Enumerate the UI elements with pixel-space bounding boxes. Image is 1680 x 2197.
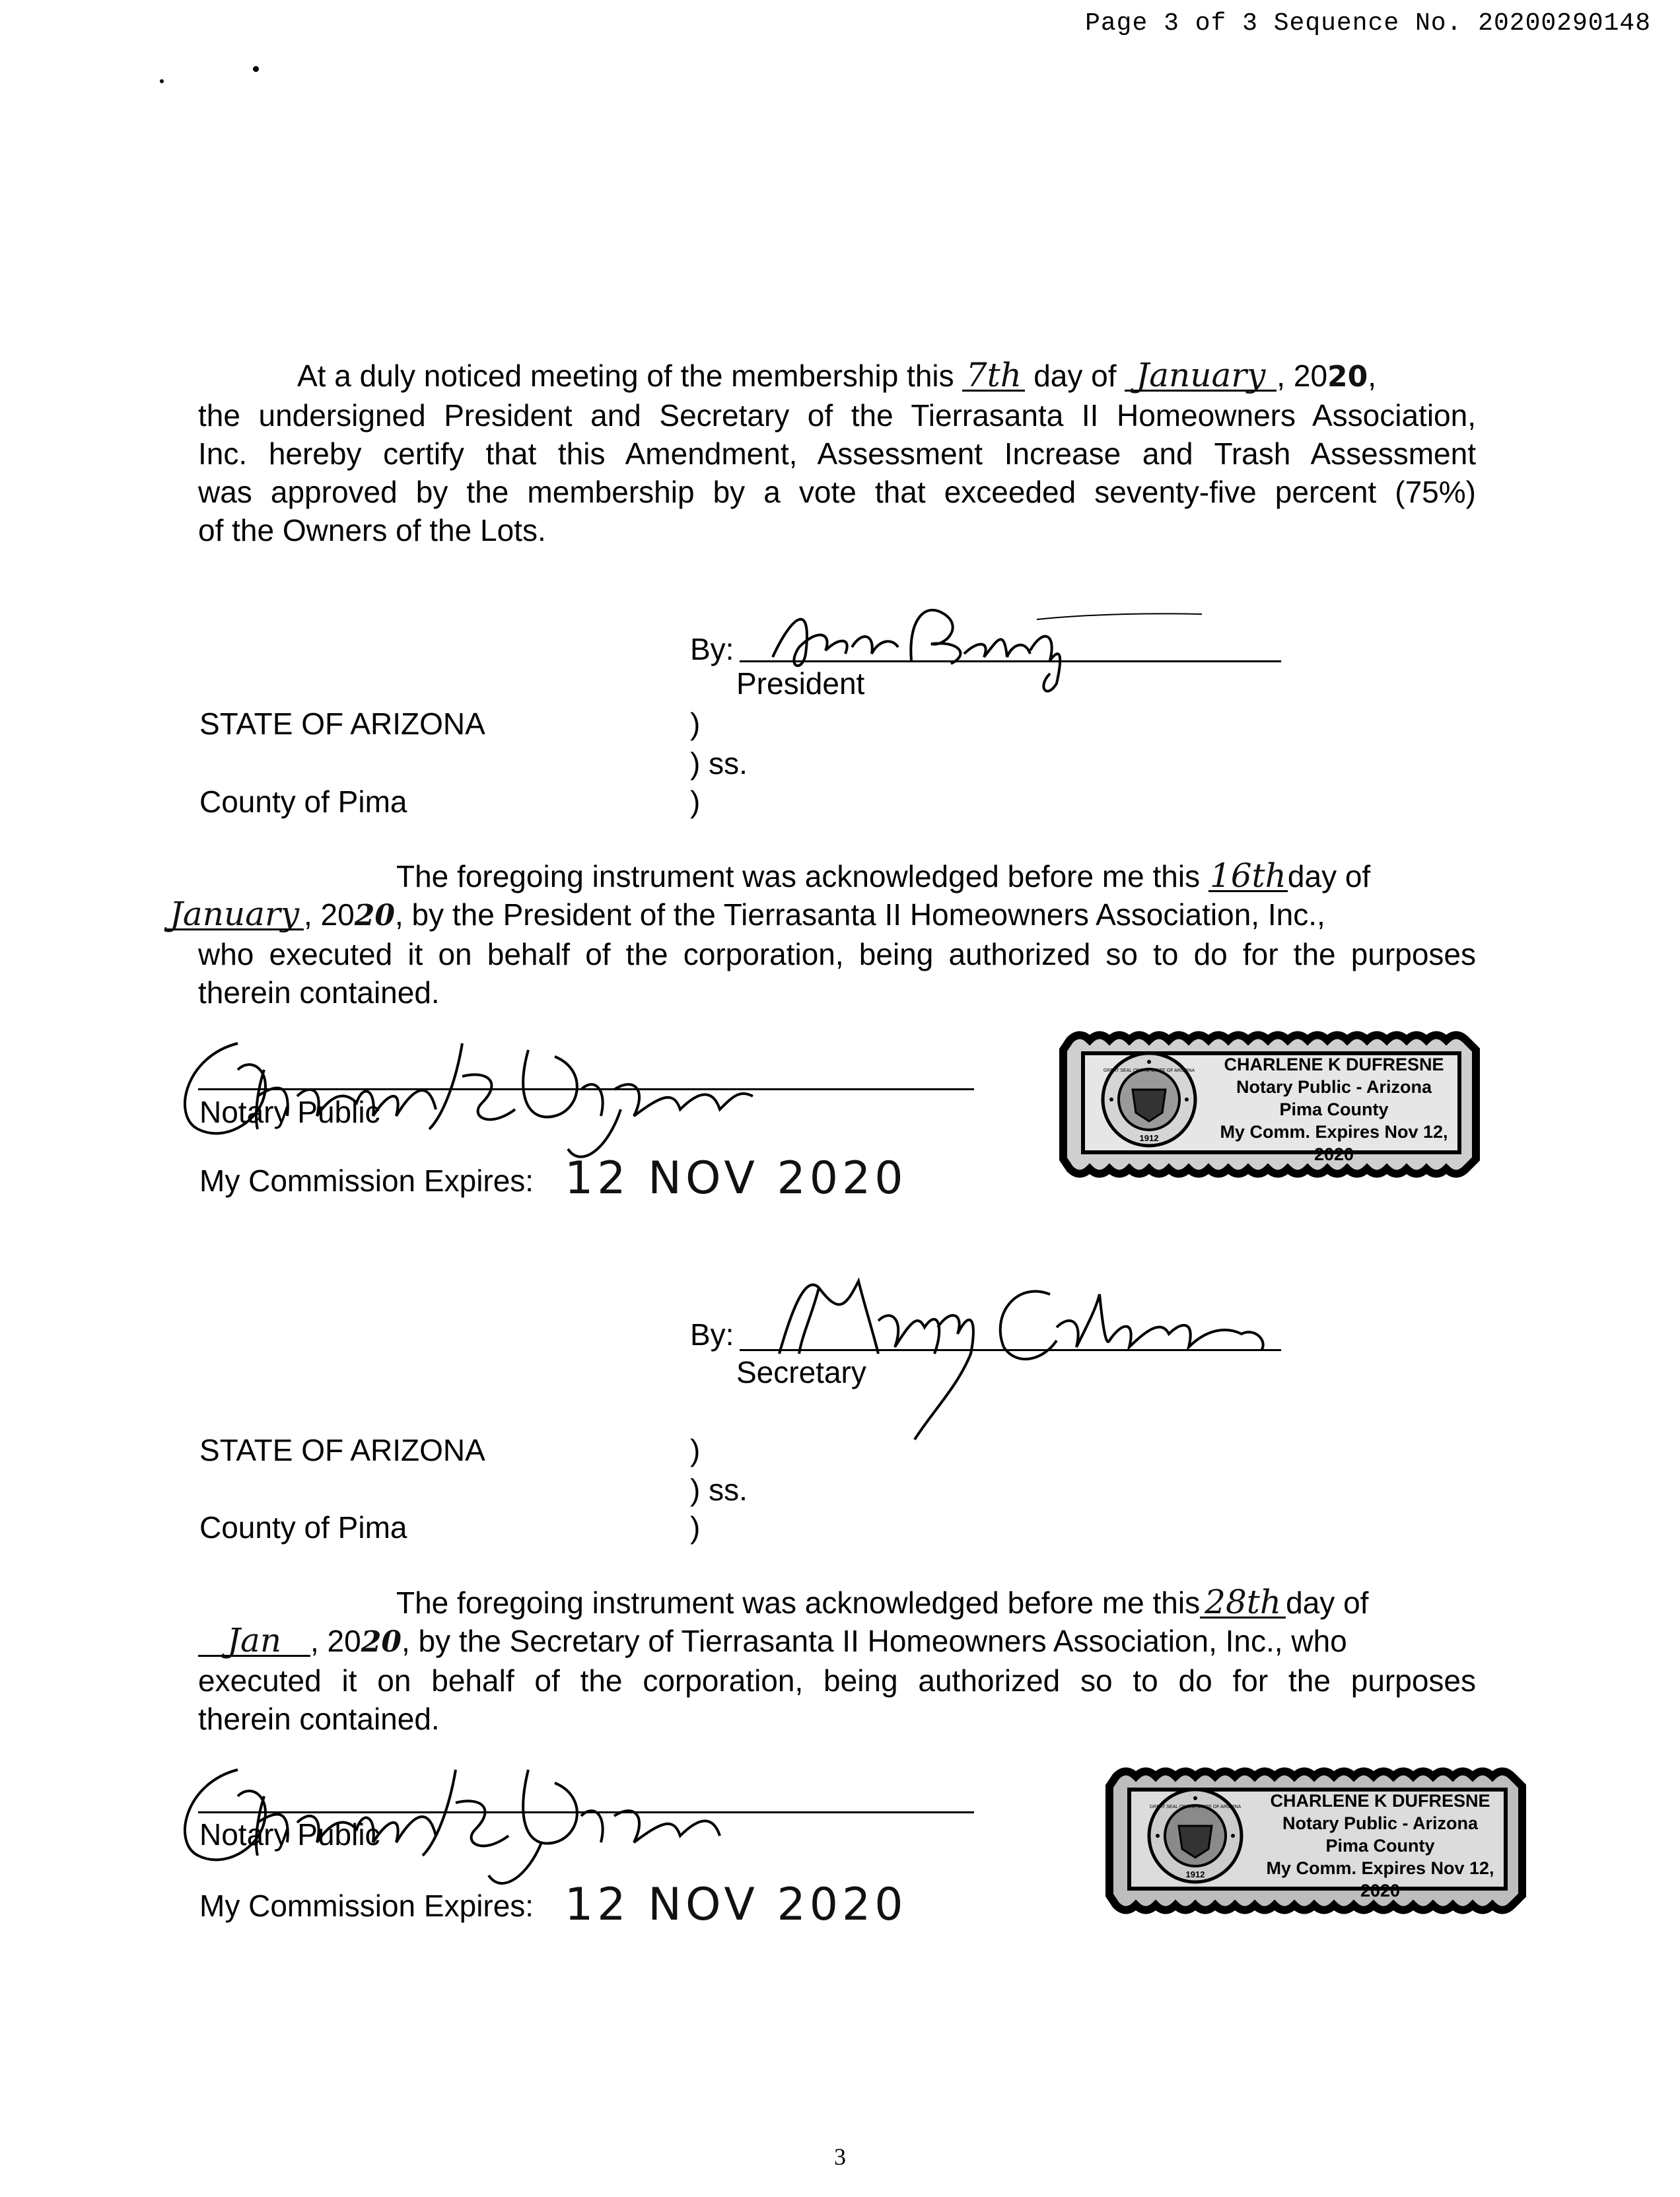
certification-line-2: the undersigned President and Secretary of the Tierrasanta II Homeowners Association, bbox=[198, 398, 1476, 433]
ack2-text: The foregoing instrument was acknowledged before me this bbox=[396, 1586, 1201, 1620]
ack1-line-3: who executed it on behalf of the corporation, being authorized so to do for the purposes bbox=[198, 937, 1476, 971]
ack2-text: , 20 bbox=[310, 1624, 361, 1658]
president-title: President bbox=[736, 666, 865, 701]
stamp-expires: My Comm. Expires Nov 12, 2020 bbox=[1266, 1858, 1494, 1901]
notary2-signature-line bbox=[198, 1811, 974, 1813]
venue2-paren-top: ) bbox=[690, 1433, 701, 1467]
venue2-paren-bottom: ) bbox=[690, 1510, 701, 1545]
ack2-text: , by the Secretary of Tierrasanta II Homeowners Association, Inc., who bbox=[401, 1624, 1347, 1658]
ack2-line-3: executed it on behalf of the corporation, being authorized so to do for the purposes bbox=[198, 1663, 1476, 1698]
ack1-day-handwritten: 16th bbox=[1208, 861, 1288, 892]
certification-line-1 bbox=[198, 357, 1476, 396]
ack1-year-handwritten: 20 bbox=[354, 899, 395, 932]
stamp-seal-year: 1912 bbox=[1185, 1869, 1205, 1879]
stamp-title: Notary Public - Arizona bbox=[1236, 1077, 1432, 1097]
certification-paragraph bbox=[198, 357, 1476, 549]
secretary-title: Secretary bbox=[736, 1355, 866, 1389]
cert-year-handwritten: 20 bbox=[1327, 360, 1368, 394]
ack1-text: , 20 bbox=[304, 897, 355, 932]
ack1-text: The foregoing instrument was acknowledged before me this bbox=[396, 859, 1201, 893]
stamp-expires: My Comm. Expires Nov 12, 2020 bbox=[1220, 1122, 1448, 1164]
stamp-seal-year: 1912 bbox=[1139, 1133, 1159, 1143]
stamp-county: Pima County bbox=[1325, 1836, 1435, 1856]
stamp-content bbox=[1100, 1047, 1456, 1164]
ack1-text: , by the President of the Tierrasanta II Homeowners Association, Inc., bbox=[394, 897, 1325, 932]
notary1-expires-handwritten: 12 NOV 2020 bbox=[565, 1152, 907, 1204]
stamp-county: Pima County bbox=[1279, 1099, 1389, 1119]
notary1-signature-line bbox=[198, 1088, 974, 1090]
ack1-line-4: therein contained. bbox=[198, 975, 440, 1010]
venue1-county: County of Pima bbox=[199, 785, 407, 819]
venue1-paren-top: ) bbox=[690, 707, 701, 741]
ack1-line-1 bbox=[198, 857, 1476, 895]
secretary-signature-line bbox=[740, 1349, 1281, 1351]
acknowledgment-2 bbox=[198, 1584, 1476, 1738]
stamp-seal-text: GREAT SEAL OF THE STATE OF ARIZONA bbox=[1103, 1068, 1195, 1073]
ack2-month-handwritten: Jan bbox=[198, 1626, 310, 1657]
notary2-expires-label: My Commission Expires: bbox=[199, 1889, 534, 1923]
notary2-expires-handwritten: 12 NOV 2020 bbox=[565, 1879, 907, 1931]
ack2-text: day of bbox=[1286, 1586, 1369, 1620]
certification-line-4: was approved by the membership by a vote that exceeded seventy-five percent (75%) bbox=[198, 475, 1476, 509]
venue2-ss: ) ss. bbox=[690, 1473, 748, 1507]
stamp-text-block bbox=[1255, 1790, 1506, 1902]
ack2-day-handwritten: 28th bbox=[1200, 1587, 1286, 1619]
venue1-ss: ) ss. bbox=[690, 746, 748, 781]
scan-speck bbox=[160, 79, 164, 83]
arizona-seal-icon bbox=[1100, 1050, 1199, 1149]
notary1-stamp bbox=[1053, 1020, 1489, 1185]
cert-day-handwritten: 7th bbox=[962, 361, 1025, 392]
scan-speck bbox=[253, 66, 259, 72]
stamp-text-block bbox=[1208, 1053, 1459, 1166]
stamp-seal-text: GREAT SEAL OF THE STATE OF ARIZONA bbox=[1149, 1805, 1242, 1809]
stamp-name: CHARLENE K DUFRESNE bbox=[1224, 1055, 1444, 1074]
president-by-label: By: bbox=[690, 632, 734, 666]
arizona-seal-icon bbox=[1146, 1786, 1245, 1885]
ack2-year-handwritten: 20 bbox=[361, 1625, 402, 1659]
venue1-paren-bottom: ) bbox=[690, 785, 701, 819]
cert-text: day of bbox=[1033, 359, 1117, 393]
cert-text: , 20 bbox=[1277, 359, 1328, 393]
ack2-line-2 bbox=[198, 1622, 1476, 1661]
venue1-state: STATE OF ARIZONA bbox=[199, 707, 485, 741]
ack1-line-2 bbox=[169, 895, 1476, 935]
cert-month-handwritten: January bbox=[1125, 361, 1277, 392]
certification-line-3: Inc. hereby certify that this Amendment, Assessment Increase and Trash Assessment bbox=[198, 436, 1476, 471]
notary1-expires-label: My Commission Expires: bbox=[199, 1164, 534, 1198]
certification-line-5: of the Owners of the Lots. bbox=[198, 513, 546, 547]
cert-text: , bbox=[1368, 359, 1377, 393]
page-number: 3 bbox=[834, 2144, 846, 2170]
notary2-label: Notary Public bbox=[199, 1817, 380, 1852]
acknowledgment-1 bbox=[169, 856, 1476, 1012]
cert-text: At a duly noticed meeting of the membership this bbox=[297, 359, 954, 393]
venue2-state: STATE OF ARIZONA bbox=[199, 1433, 485, 1467]
notary2-stamp bbox=[1100, 1757, 1535, 1922]
stamp-content bbox=[1146, 1783, 1502, 1901]
ack1-month-handwritten: January bbox=[165, 899, 304, 930]
ack2-line-4: therein contained. bbox=[198, 1702, 440, 1736]
page-sequence-header: Page 3 of 3 Sequence No. 20200290148 bbox=[1085, 9, 1651, 38]
ack1-text: day of bbox=[1287, 859, 1371, 893]
stamp-title: Notary Public - Arizona bbox=[1282, 1813, 1479, 1833]
secretary-by-label: By: bbox=[690, 1317, 734, 1352]
notary1-label: Notary Public bbox=[199, 1095, 380, 1129]
venue2-county: County of Pima bbox=[199, 1510, 407, 1545]
stamp-name: CHARLENE K DUFRESNE bbox=[1270, 1791, 1490, 1811]
ack2-line-1 bbox=[198, 1584, 1476, 1622]
